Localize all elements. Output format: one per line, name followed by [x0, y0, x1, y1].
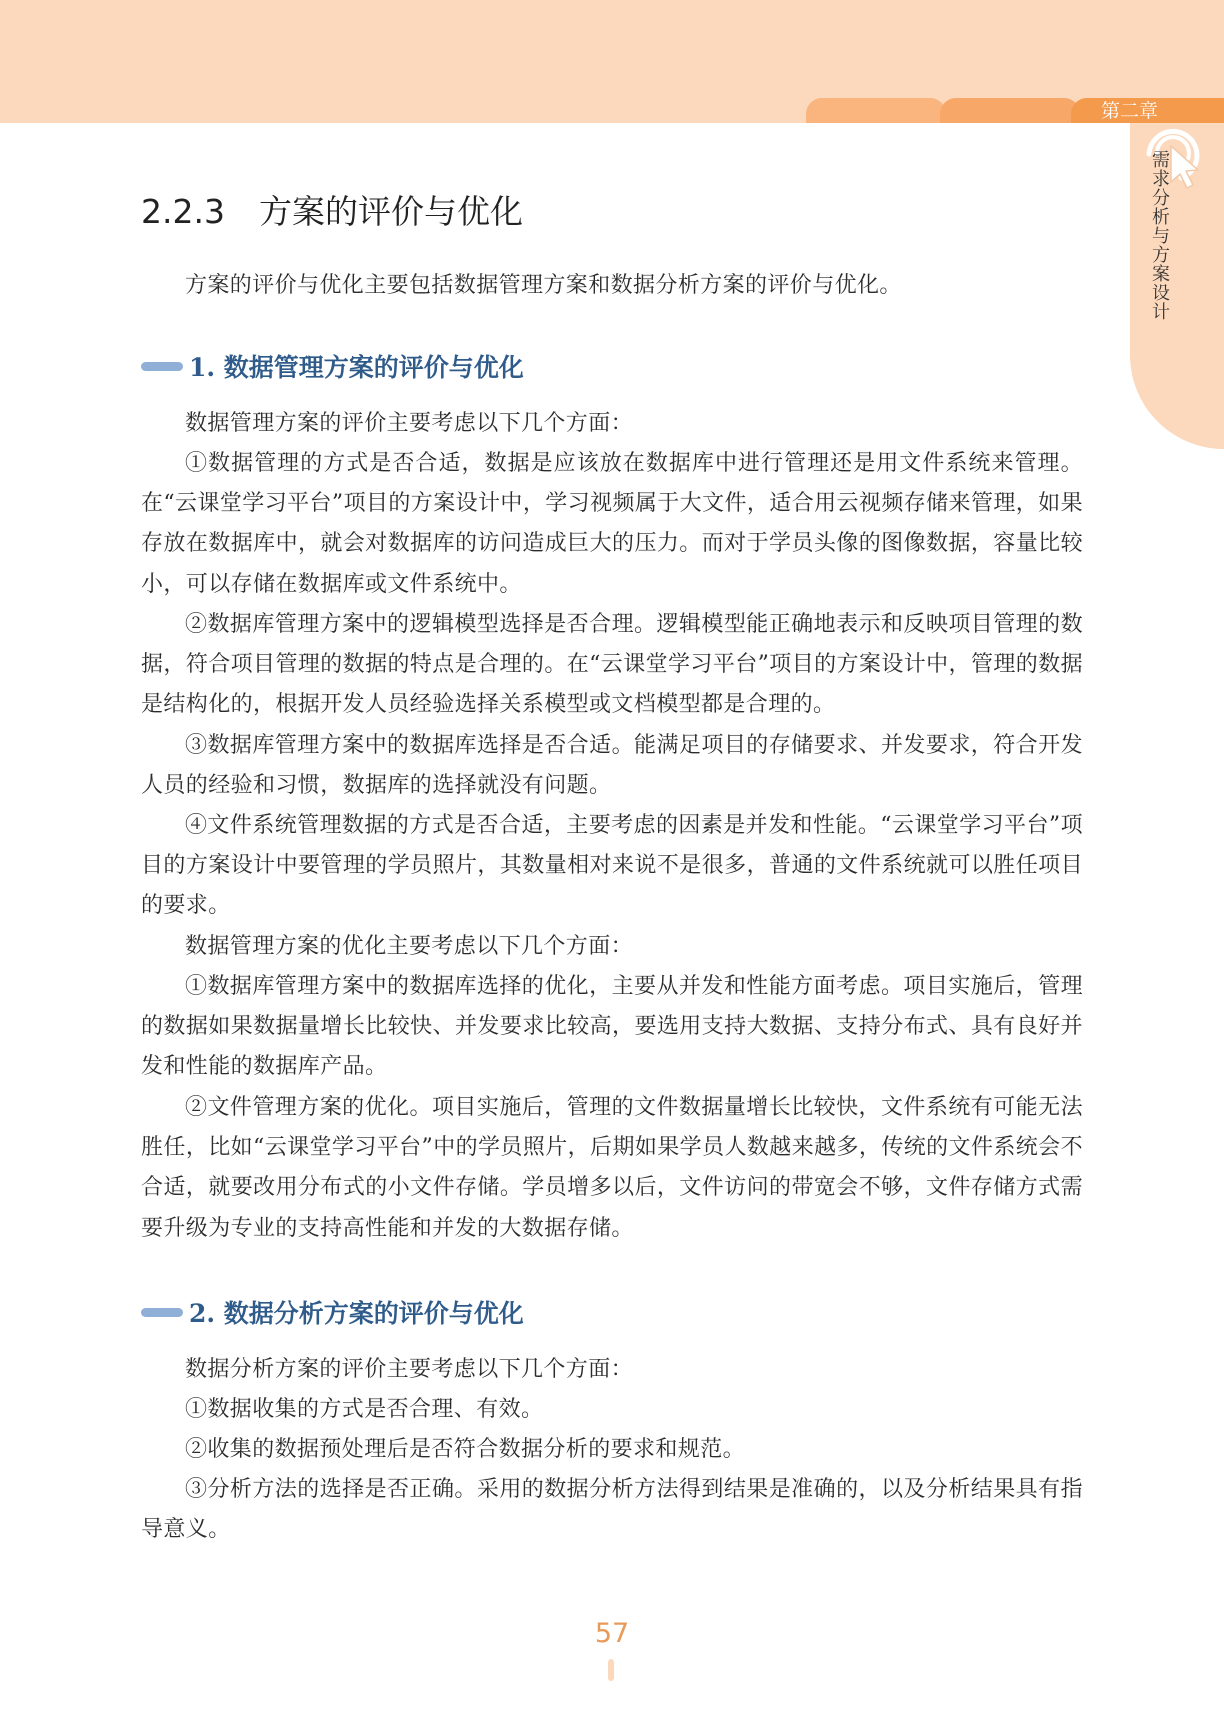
paragraph: ③分析方法的选择是否正确。采用的数据分析方法得到结果是准确的，以及分析结果具有指导意义。: [141, 1477, 1083, 1543]
section-number: 2.2.3: [141, 192, 225, 231]
heading-bar: [141, 362, 183, 371]
chapter-tab-decor-2: [940, 98, 1080, 123]
paragraph: ②数据库管理方案中的逻辑模型选择是否合理。逻辑模型能正确地表示和反映项目管理的数据，符合项目管理的数据的特点是合理的。在“云课堂学习平台”项目的方案设计中，管理的数据是结构化的，根据开发人员经验选择关系模型或文档模型都是合理的。: [141, 612, 1083, 718]
subsection-heading-text: 2. 数据分析方案的评价与优化: [189, 1299, 524, 1328]
paragraph: ③数据库管理方案中的数据库选择是否合适。能满足项目的存储要求、并发要求，符合开发人员的经验和习惯，数据库的选择就没有问题。: [141, 733, 1083, 799]
subsection-heading: [141, 348, 524, 384]
subsection-heading-text: 1. 数据管理方案的评价与优化: [189, 353, 524, 382]
page-number-tick: [608, 1659, 614, 1681]
section-title: [141, 186, 523, 233]
paragraph: ①数据管理的方式是否合适，数据是应该放在数据库中进行管理还是用文件系统来管理。在“云课堂学习平台”项目的方案设计中，学习视频属于大文件，适合用云视频存储来管理，如果存放在数据库中，就会对数据库的访问造成巨大的压力。而对于学员头像的图像数据，容量比较小，可以存储在数据库或文件系统中。: [141, 451, 1083, 597]
side-chapter-title: 需求分析与方案设计: [1149, 150, 1170, 321]
heading-bar: [141, 1308, 183, 1317]
paragraph: ①数据收集的方式是否合理、有效。: [185, 1397, 544, 1422]
paragraph: 数据管理方案的评价主要考虑以下几个方面：: [185, 411, 634, 436]
subsection-heading: [141, 1294, 524, 1330]
chapter-tab: 第二章: [1071, 98, 1224, 123]
chapter-tab-decor-1: [806, 98, 946, 123]
paragraph: ②文件管理方案的优化。项目实施后，管理的文件数据量增长比较快，文件系统有可能无法胜任，比如“云课堂学习平台”中的学员照片，后期如果学员人数越来越多，传统的文件系统会不合适，就要改用分布式的小文件存储。学员增多以后，文件访问的带宽会不够，文件存储方式需要升级为专业的支持高性能和并发的大数据存储。: [141, 1095, 1083, 1241]
page-number: 57: [594, 1618, 630, 1649]
paragraph: 数据分析方案的评价主要考虑以下几个方面：: [185, 1357, 634, 1382]
intro-paragraph: 方案的评价与优化主要包括数据管理方案和数据分析方案的评价与优化。: [185, 273, 902, 298]
section-title-text: 方案的评价与优化: [258, 192, 523, 231]
paragraph: ④文件系统管理数据的方式是否合适，主要考虑的因素是并发和性能。“云课堂学习平台”项目的方案设计中要管理的学员照片，其数量相对来说不是很多，普通的文件系统就可以胜任项目的要求。: [141, 813, 1083, 919]
paragraph: ①数据库管理方案中的数据库选择的优化，主要从并发和性能方面考虑。项目实施后，管理的数据如果数据量增长比较快、并发要求比较高，要选用支持大数据、支持分布式、具有良好并发和性能的数据库产品。: [141, 974, 1083, 1080]
paragraph: ②收集的数据预处理后是否符合数据分析的要求和规范。: [185, 1437, 746, 1462]
paragraph: 数据管理方案的优化主要考虑以下几个方面：: [185, 934, 634, 959]
